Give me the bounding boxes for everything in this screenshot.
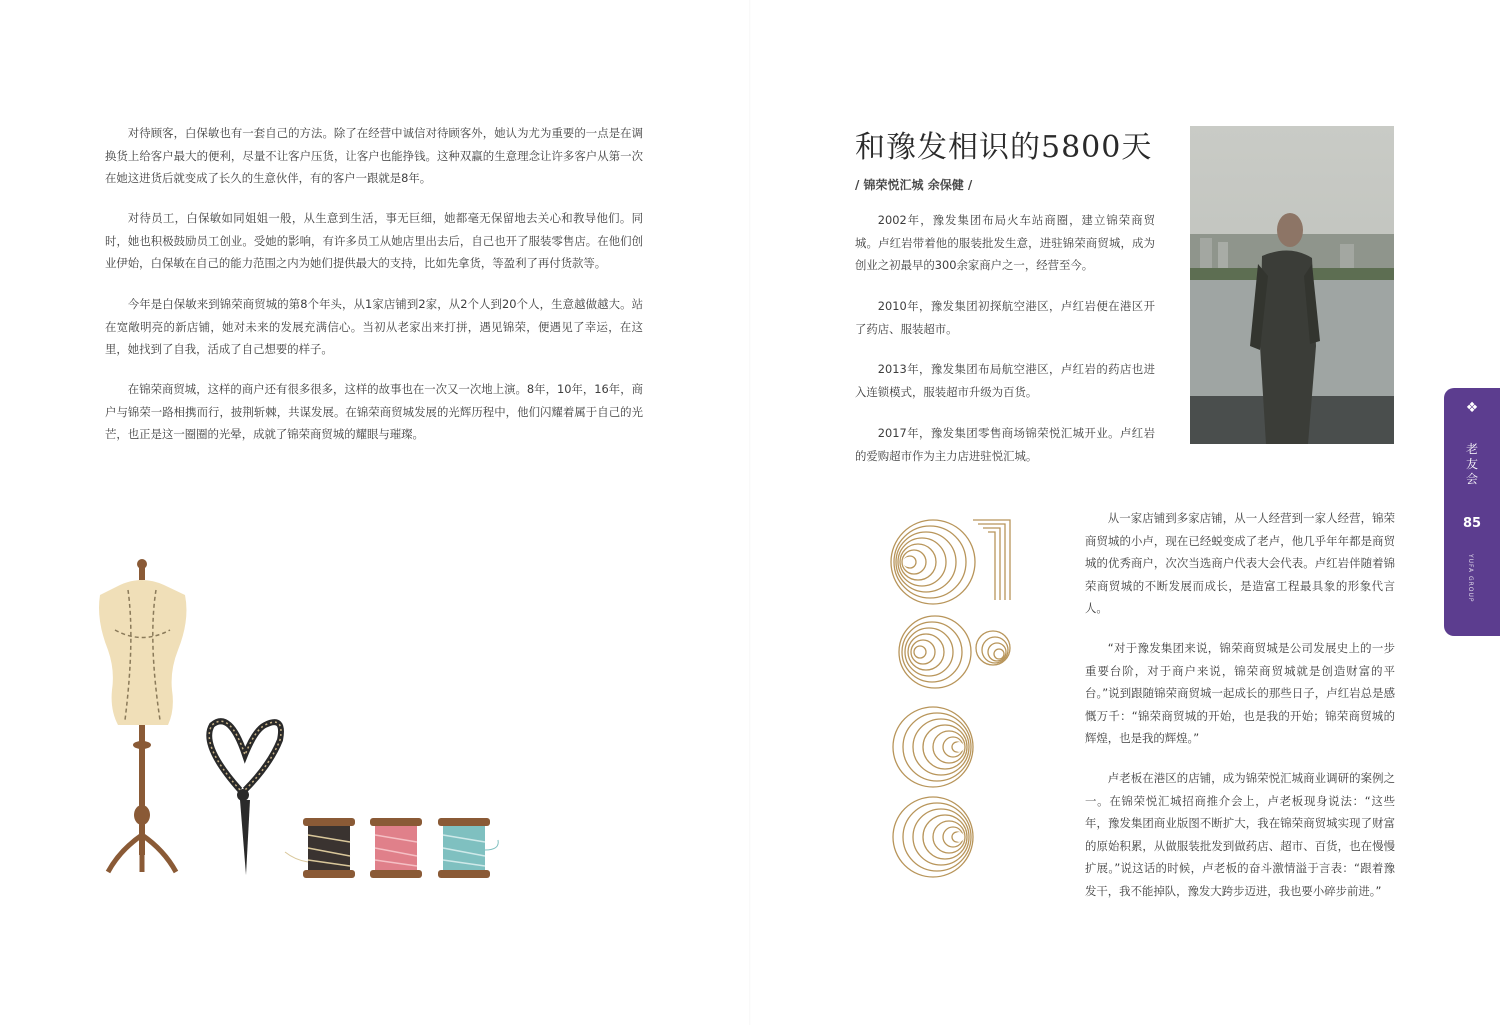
left-paragraph-3: 今年是白保敏来到锦荣商贸城的第8个年头，从1家店铺到2家，从2个人到20个人，生意越做越大。站在宽敞明亮的新店铺，她对未来的发展充满信心。当初从老家出来打拼，遇见锦荣，便遇见了幸运，在这里，她找到了自我，活成了自己想要的样子。 [105,297,643,357]
right-paragraph-4: 2017年，豫发集团零售商场锦荣悦汇城开业。卢红岩的爱购超市作为主力店进驻悦汇城。 [855,426,1155,463]
diamond-cluster-icon: ❖ [1465,400,1479,416]
section-tab [1444,388,1500,636]
sewing-illustration [90,550,520,890]
spool-black-icon [285,818,355,878]
article-title: 和豫发相识的5800天 [855,130,1153,165]
right-paragraph-5: 从一家店铺到多家店铺，从一人经营到一家人经营，锦荣商贸城的小卢，现在已经蜕变成了老卢，他几乎年年都是商贸城的优秀商户，次次当选商户代表大会代表。卢红岩伴随着锦荣商贸城的不断发展而成长，是造富工程最具象的形象代言人。 [1085,511,1395,616]
left-paragraph-2: 对待员工，白保敏如同姐姐一般，从生意到生活，事无巨细，她都毫无保留地去关心和教导他们。同时，她也积极鼓励员工创业。受她的影响，有许多员工从她店里出去后，自己也开了服装零售店。在他们创业伊始，白保敏在自己的能力范围之内为她们提供最大的支持，比如先拿货，等盈利了再付货款等。 [105,211,643,271]
mannequin-icon [99,559,186,872]
page-number: 85 [1462,516,1482,531]
tab-english-label: YUFA GROUP [1467,554,1474,603]
left-paragraph-1: 对待顾客，白保敏也有一套自己的方法。除了在经营中诚信对待顾客外，她认为尤为重要的一点是在调换货上给客户最大的便利，尽量不让客户压货，让客户也能挣钱。这种双赢的生意理念让许多客户从第一次在她这进货后就变成了长久的生意伙伴，有的客户一跟就是8年。 [105,126,643,186]
scissors-icon [209,721,281,875]
right-paragraph-7: 卢老板在港区的店铺，成为锦荣悦汇城商业调研的案例之一。在锦荣悦汇城招商推介会上，卢老板现身说法：“这些年，豫发集团商业版图不断扩大，我在锦荣商贸城实现了财富的原始积累，从做服装批发到做药店、超市、百货，也在慢慢扩展。”说这话的时候，卢老板的奋斗激情溢于言表：“跟着豫发干，我不能掉队，豫发大跨步迈进，我也要小碎步前进。” [1085,771,1395,898]
page-gutter [749,0,751,1025]
spool-teal-icon [438,818,498,878]
left-paragraph-4: 在锦荣商贸城，这样的商户还有很多很多，这样的故事也在一次又一次地上演。8年，10年，16年，商户与锦荣一路相携而行，披荆斩棘，共谋发展。在锦荣商贸城发展的光辉历程中，他们闪耀着属于自己的光芒，也正是这一圈圈的光晕，成就了锦荣商贸城的耀眼与璀璨。 [105,382,643,442]
right-paragraph-6: “对于豫发集团来说，锦荣商贸城是公司发展史上的一步重要台阶，对于商户来说，锦荣商贸城就是创造财富的平台。”说到跟随锦荣商贸城一起成长的那些日子，卢红岩总是感慨万千：“锦荣商贸城的开始，也是我的开始；锦荣商贸城的辉煌，也是我的辉煌。” [1085,641,1395,746]
article-byline: / 锦荣悦汇城 余保健 / [855,178,973,192]
gold-rings-decoration [888,512,1018,887]
right-paragraph-1: 2002年，豫发集团布局火车站商圈，建立锦荣商贸城。卢红岩带着他的服装批发生意，进驻锦荣商贸城，成为创业之初最早的300余家商户之一，经营至今。 [855,213,1155,273]
section-name: 老友会 [1465,442,1478,486]
right-paragraph-2: 2010年，豫发集团初探航空港区，卢红岩便在港区开了药店、服装超市。 [855,299,1155,336]
right-paragraph-3: 2013年，豫发集团布局航空港区，卢红岩的药店也进入连锁模式，服装超市升级为百货。 [855,362,1155,399]
portrait-photo [1190,126,1394,444]
spool-pink-icon [370,818,422,878]
